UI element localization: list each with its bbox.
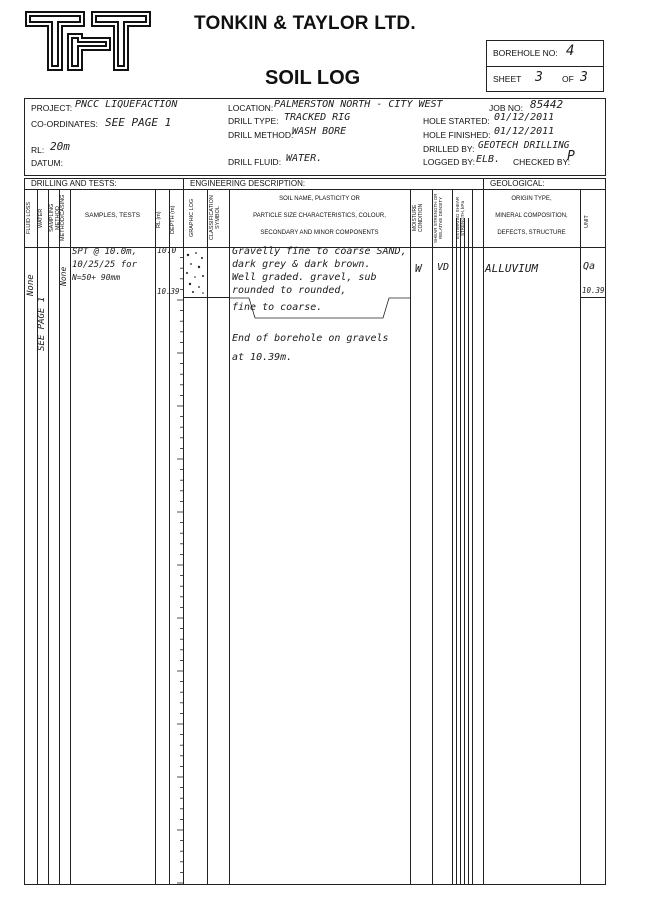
water-entry: SEE PAGE 1 — [37, 296, 47, 351]
rl-label: RL: — [31, 145, 45, 155]
col-sampling-method: SAMPLING METHOD — [49, 203, 61, 233]
density-entry: VD — [437, 262, 450, 273]
of-value: 3 — [580, 70, 588, 85]
borehole-value: 4 — [566, 43, 575, 59]
end-note-line2: at 10.39m. — [232, 352, 293, 363]
jobno-label: JOB NO: — [489, 103, 524, 113]
started-value: 01/12/2011 — [494, 112, 555, 123]
col-moisture: MOISTURE CONDITION — [412, 203, 424, 233]
drilledby-label: DRILLED BY: — [423, 144, 475, 154]
section-geological: GEOLOGICAL: — [490, 179, 545, 188]
of-label: OF — [562, 74, 574, 84]
samples-line2: 10/25/25 for — [72, 260, 138, 270]
fluid-label: DRILL FLUID: — [228, 157, 282, 167]
col-origin-line3: DEFECTS, STRUCTURE — [497, 230, 566, 236]
fluid-loss-entry: None — [26, 274, 36, 296]
loggedby-label: LOGGED BY: — [423, 157, 475, 167]
started-label: HOLE STARTED: — [423, 116, 490, 126]
drilltype-label: DRILL TYPE: — [228, 116, 279, 126]
loggedby-value: ELB. — [476, 154, 501, 165]
col-fluid-loss: FLUID LOSS — [26, 201, 32, 235]
col-water: WATER — [38, 208, 44, 228]
col-depth: DEPTH (m) — [170, 205, 176, 235]
samples-line3: N=50+ 90mm — [72, 273, 121, 282]
col-soil-line3: SECONDARY AND MINOR COMPONENTS — [260, 230, 379, 236]
desc-line4: rounded to rounded, — [232, 285, 347, 296]
col-method-casing: METHOD/CASING — [60, 194, 66, 242]
company-name: TONKIN & TAYLOR LTD. — [194, 13, 416, 34]
finished-label: HOLE FINISHED: — [423, 130, 491, 140]
unit-entry: Qa — [583, 261, 596, 272]
method-label: DRILL METHOD: — [228, 130, 294, 140]
moisture-entry: W — [415, 262, 422, 275]
sheet-value: 3 — [535, 70, 543, 85]
col-unit: UNIT — [584, 215, 590, 229]
desc-line3: Well graded. gravel, sub — [232, 272, 377, 283]
section-engineering: ENGINEERING DESCRIPTION: — [190, 179, 306, 188]
description-bracket — [229, 294, 411, 324]
project-label: PROJECT: — [31, 103, 73, 113]
depth-ticks — [155, 247, 185, 885]
unit-depth: 10.39 — [582, 286, 605, 295]
drilledby-value: GEOTECH DRILLING — [478, 140, 570, 151]
datum-label: DATUM: — [31, 158, 63, 168]
col-origin-line1: ORIGIN TYPE, — [511, 196, 552, 202]
samples-line1: SPT @ 10.0m, — [72, 247, 138, 257]
col-soil-line1: SOIL NAME, PLASTICITY OR — [279, 196, 360, 202]
rl-value: 20m — [50, 140, 70, 153]
coords-value: SEE PAGE 1 — [105, 116, 172, 129]
desc-line2: dark grey & dark brown. — [232, 259, 371, 270]
depth-bottom: 10.39 — [157, 287, 180, 296]
document-title: SOIL LOG — [265, 67, 361, 89]
jobno-value: 85442 — [530, 98, 564, 111]
casing-entry: None — [59, 266, 68, 286]
method-value: WASH BORE — [292, 126, 347, 137]
project-value: PNCC LIQUEFACTION — [75, 99, 178, 110]
col-soil-line2: PARTICLE SIZE CHARACTERISTICS, COLOUR, — [253, 213, 386, 219]
section-drilling: DRILLING AND TESTS: — [31, 179, 117, 188]
location-value: PALMERSTON NORTH - CITY WEST — [274, 99, 443, 110]
checkedby-label: CHECKED BY: — [513, 157, 571, 167]
col-classification: CLASSIFICATION SYMBOL — [209, 195, 221, 241]
location-label: LOCATION: — [228, 103, 274, 113]
end-note-line1: End of borehole on gravels — [232, 333, 389, 344]
origin-entry: ALLUVIUM — [485, 262, 538, 275]
checkedby-value: P — [567, 149, 575, 164]
graphic-log-pattern — [184, 249, 207, 297]
finished-value: 01/12/2011 — [494, 126, 555, 137]
col-shear-density: SHEAR STRENGTH OR RELATIVE DENSITY — [433, 193, 443, 243]
drilltype-value: TRACKED RIG — [284, 112, 351, 123]
fluid-value: WATER. — [286, 153, 323, 164]
col-samples-tests: SAMPLES, TESTS — [84, 212, 141, 219]
borehole-label: BOREHOLE NO: — [493, 48, 558, 58]
sheet-label: SHEET — [493, 74, 522, 84]
desc-line1: Gravelly fine to coarse SAND, — [232, 246, 407, 257]
rl-top: 10.0 — [157, 246, 177, 255]
coords-label: CO-ORDINATES: — [31, 119, 98, 129]
col-origin-line2: MINERAL COMPOSITION, — [495, 213, 568, 219]
col-graphic-log: GRAPHIC LOG — [189, 198, 195, 238]
tt-logo — [24, 10, 152, 74]
col-est-shear: ESTIMATED SHEAR STRENGTH, kPa — [455, 196, 465, 240]
col-rl: RL (m) — [156, 211, 162, 229]
desc-line5: fine to coarse. — [232, 302, 323, 313]
